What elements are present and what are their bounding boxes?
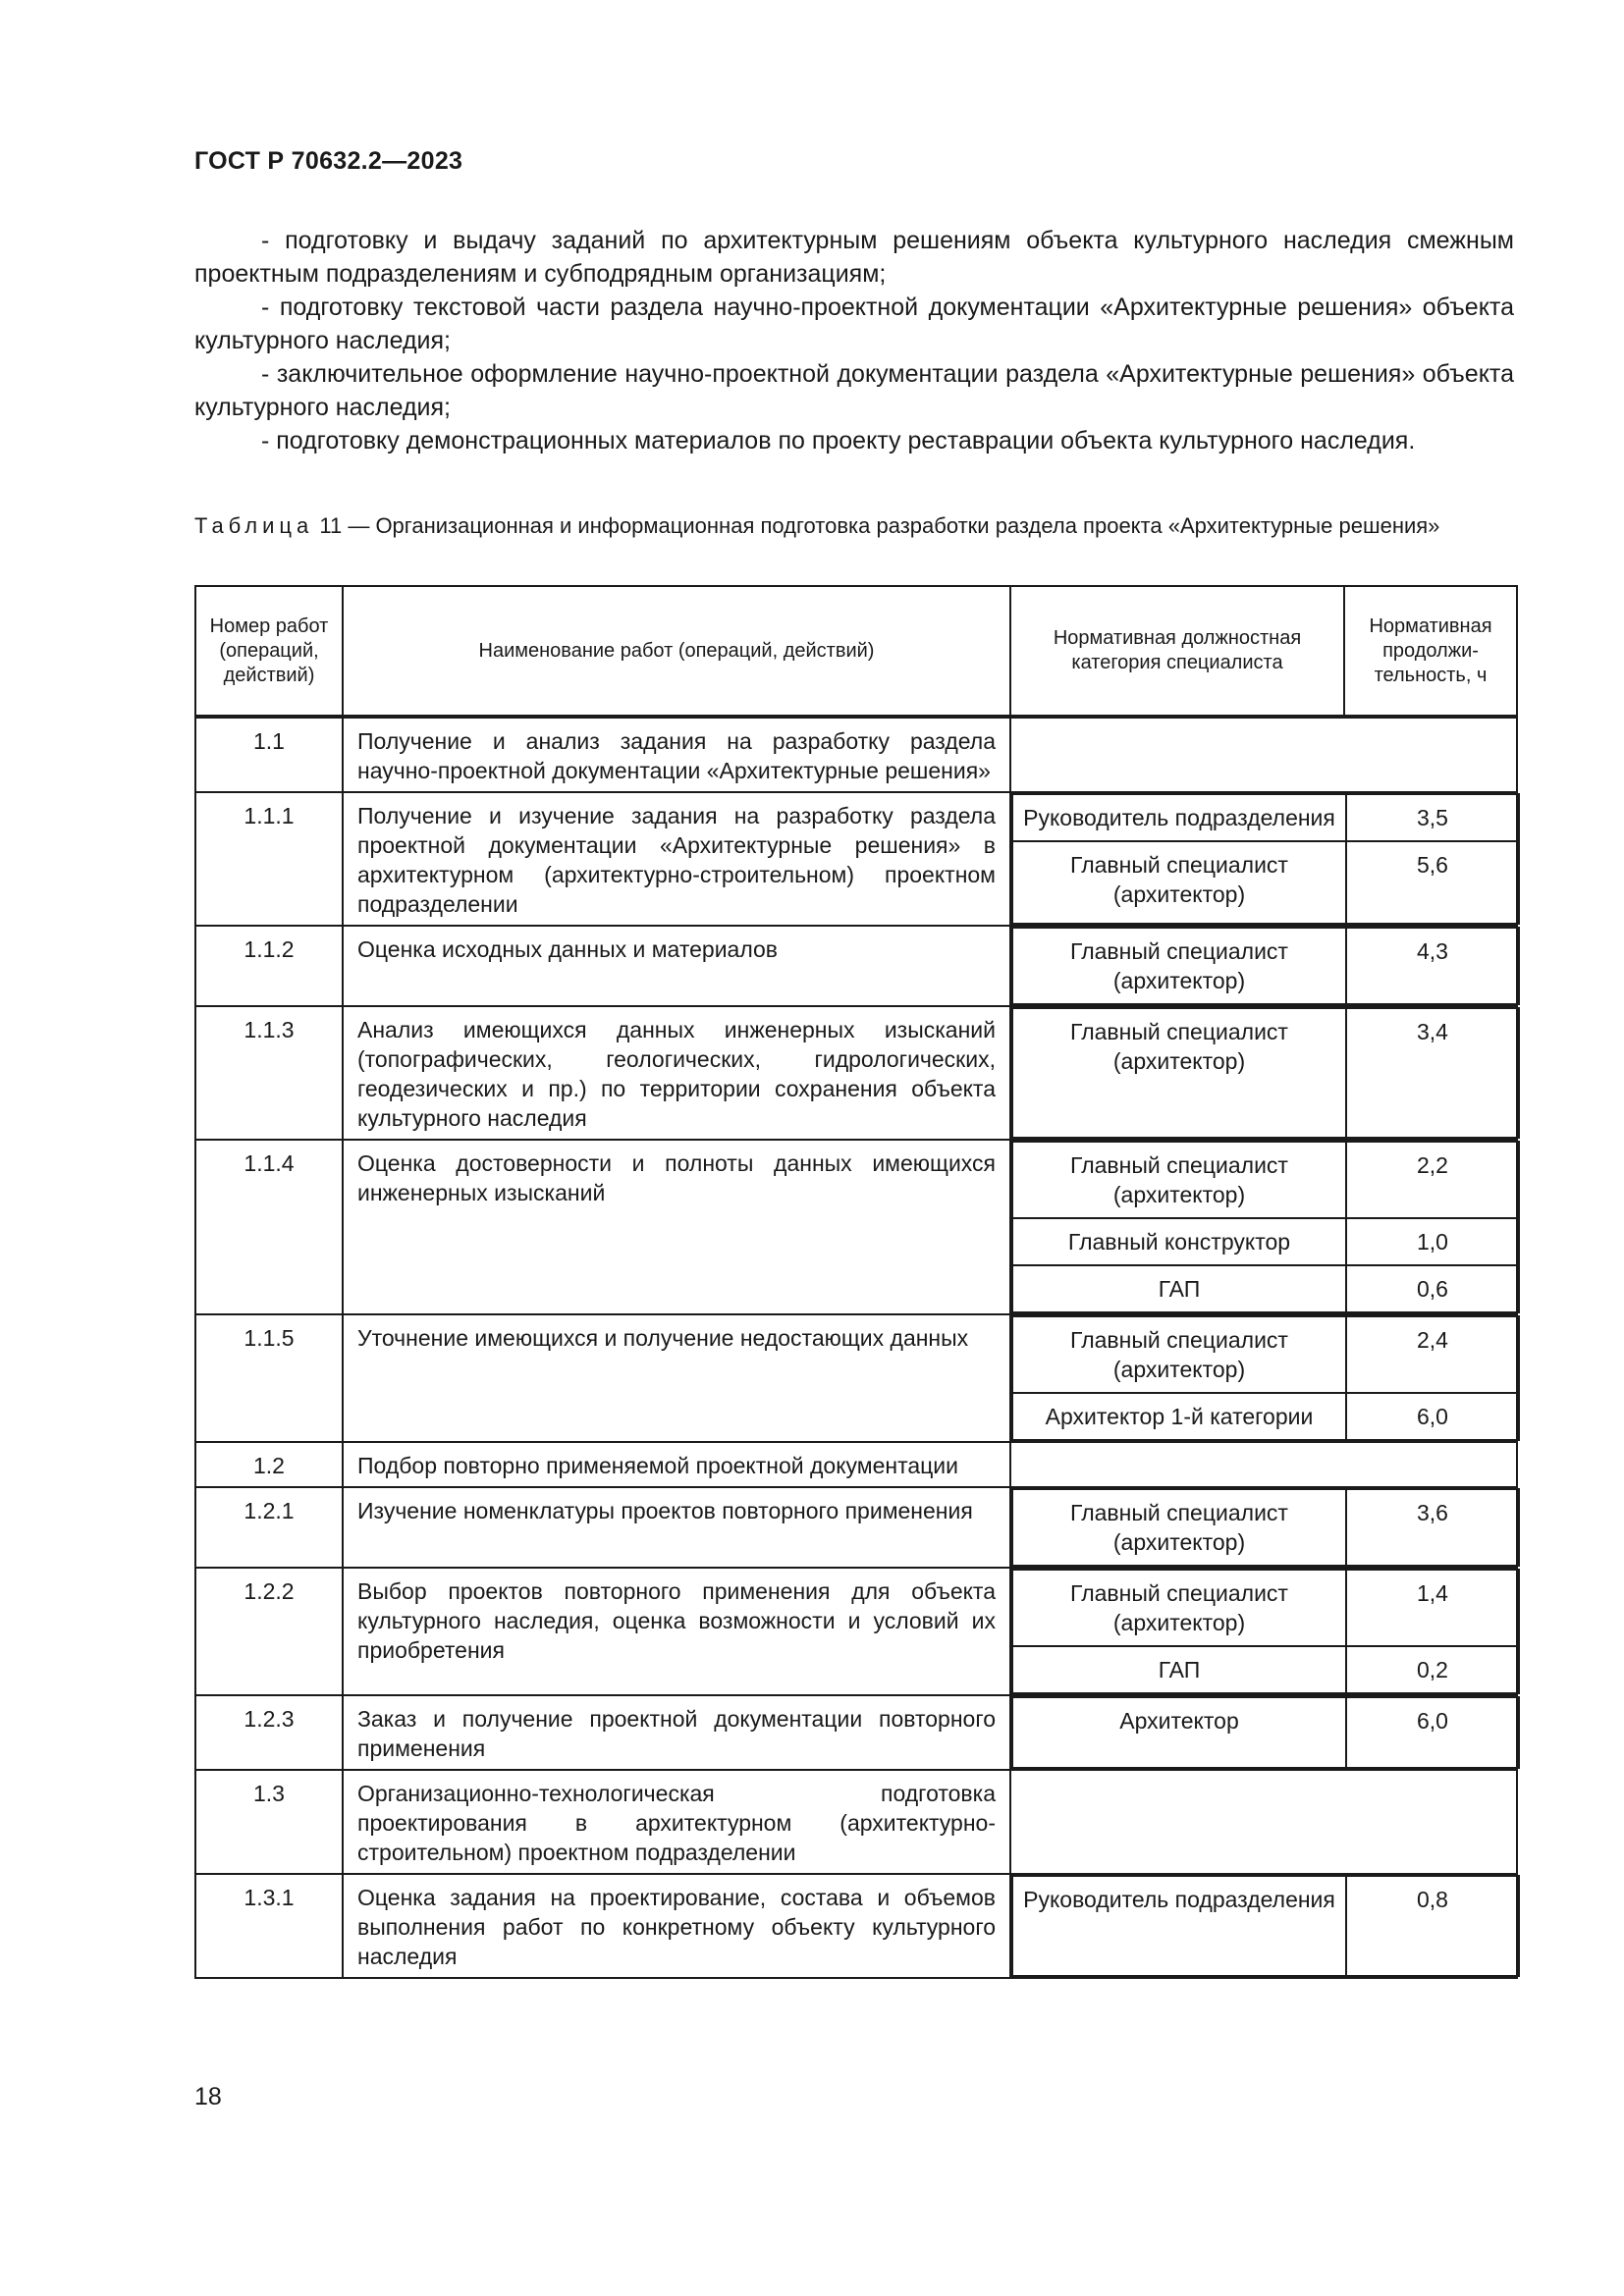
work-number: 1.3 <box>195 1770 343 1874</box>
staff-entry <box>1012 1489 1519 1566</box>
work-number: 1.1.5 <box>195 1314 343 1442</box>
staff-cell <box>1010 1568 1517 1695</box>
specialist-category: Главный конструктор <box>1012 1218 1346 1265</box>
table-row <box>195 1006 1517 1140</box>
table-row <box>195 1695 1517 1770</box>
specialist-category: Главный специалист (архитектор) <box>1012 1142 1346 1218</box>
table-row <box>195 1874 1517 1978</box>
table-row <box>195 1140 1517 1314</box>
table-row <box>195 717 1517 792</box>
staff-list <box>1011 793 1520 925</box>
work-number: 1.1.2 <box>195 926 343 1006</box>
work-table <box>194 585 1518 1979</box>
duration-hours: 0,2 <box>1346 1646 1519 1693</box>
staff-entry <box>1012 794 1519 841</box>
column-header-duration: Нормативная продолжи-тельность, ч <box>1344 586 1517 717</box>
staff-entry <box>1012 1008 1519 1138</box>
specialist-category: Руководитель подразделения <box>1012 794 1346 841</box>
specialist-category: Главный специалист (архитектор) <box>1012 1489 1346 1566</box>
work-number: 1.1.4 <box>195 1140 343 1314</box>
table-header-row <box>195 586 1517 717</box>
table-row <box>195 792 1517 926</box>
staff-list <box>1011 1141 1520 1313</box>
staff-cell <box>1010 1487 1517 1568</box>
staff-cell <box>1010 717 1517 792</box>
table-caption <box>194 512 1514 540</box>
duration-hours: 1,4 <box>1346 1570 1519 1646</box>
duration-hours: 0,6 <box>1346 1265 1519 1312</box>
column-header-number: Номер работ (операций, действий) <box>195 586 343 717</box>
table-row <box>195 1568 1517 1695</box>
work-name: Анализ имеющихся данных инженерных изысканий (топографических, геологических, гидрологических, геодезических и пр.) по территории сохранения объекта культурного наследия <box>343 1006 1010 1140</box>
specialist-category: Главный специалист (архитектор) <box>1012 1316 1346 1393</box>
work-number: 1.2 <box>195 1442 343 1487</box>
staff-cell <box>1010 1874 1517 1978</box>
work-name: Выбор проектов повторного применения для объекта культурного наследия, оценка возможности и условий их приобретения <box>343 1568 1010 1695</box>
staff-entry <box>1012 1142 1519 1218</box>
work-name: Изучение номенклатуры проектов повторного применения <box>343 1487 1010 1568</box>
table-row <box>195 926 1517 1006</box>
duration-hours: 3,5 <box>1346 794 1519 841</box>
column-header-name: Наименование работ (операций, действий) <box>343 586 1010 717</box>
specialist-category: Архитектор <box>1012 1697 1346 1768</box>
work-name: Заказ и получение проектной документации повторного применения <box>343 1695 1010 1770</box>
intro-item: - заключительное оформление научно-проектной документации раздела «Архитектурные решения» объекта культурного наследия; <box>194 360 1514 421</box>
staff-entry <box>1012 1265 1519 1312</box>
table-row <box>195 1442 1517 1487</box>
intro-item: - подготовку текстовой части раздела научно-проектной документации «Архитектурные решения» объекта культурного наследия; <box>194 294 1514 354</box>
document-code: ГОСТ Р 70632.2—2023 <box>194 147 463 175</box>
duration-hours: 1,0 <box>1346 1218 1519 1265</box>
staff-entry <box>1012 1646 1519 1693</box>
intro-item: - подготовку и выдачу заданий по архитектурным решениям объекта культурного наследия смежным проектным подразделениям и субподрядным организациям; <box>194 227 1514 288</box>
duration-hours: 2,2 <box>1346 1142 1519 1218</box>
work-number: 1.2.1 <box>195 1487 343 1568</box>
staff-cell <box>1010 1442 1517 1487</box>
intro-item: - подготовку демонстрационных материалов по проекту реставрации объекта культурного наследия. <box>261 427 1416 454</box>
staff-cell <box>1010 1006 1517 1140</box>
intro-list <box>194 224 1514 457</box>
staff-list <box>1011 1488 1520 1567</box>
staff-cell <box>1010 1314 1517 1442</box>
duration-hours: 5,6 <box>1346 841 1519 924</box>
work-name: Организационно-технологическая подготовка проектирования в архитектурном (архитектурно-строительном) проектном подразделении <box>343 1770 1010 1874</box>
duration-hours: 0,8 <box>1346 1876 1519 1976</box>
staff-entry <box>1012 928 1519 1004</box>
work-number: 1.1.3 <box>195 1006 343 1140</box>
specialist-category: Главный специалист (архитектор) <box>1012 1008 1346 1138</box>
staff-cell <box>1010 1695 1517 1770</box>
staff-list <box>1011 1315 1520 1441</box>
duration-hours: 3,6 <box>1346 1489 1519 1566</box>
work-number: 1.1 <box>195 717 343 792</box>
work-number: 1.1.1 <box>195 792 343 926</box>
work-name: Получение и изучение задания на разработку раздела проектной документации «Архитектурные решения» в архитектурном (архитектурно-строительном) проектном подразделении <box>343 792 1010 926</box>
work-number: 1.2.2 <box>195 1568 343 1695</box>
specialist-category: Руководитель подразделения <box>1012 1876 1346 1976</box>
duration-hours: 6,0 <box>1346 1393 1519 1440</box>
staff-list <box>1011 1875 1520 1977</box>
table-caption-text: 11 — Организационная и информационная подготовка разработки раздела проекта «Архитектурные решения» <box>313 513 1440 538</box>
work-name: Уточнение имеющихся и получение недостающих данных <box>343 1314 1010 1442</box>
staff-entry <box>1012 1218 1519 1265</box>
table-body <box>195 717 1517 1978</box>
staff-entry <box>1012 1697 1519 1768</box>
staff-list <box>1011 1569 1520 1694</box>
specialist-category: ГАП <box>1012 1646 1346 1693</box>
specialist-category: Главный специалист (архитектор) <box>1012 1570 1346 1646</box>
staff-list <box>1011 1007 1520 1139</box>
work-name: Оценка исходных данных и материалов <box>343 926 1010 1006</box>
work-number: 1.3.1 <box>195 1874 343 1978</box>
staff-cell <box>1010 1770 1517 1874</box>
specialist-category: Главный специалист (архитектор) <box>1012 841 1346 924</box>
duration-hours: 4,3 <box>1346 928 1519 1004</box>
specialist-category: Архитектор 1-й категории <box>1012 1393 1346 1440</box>
specialist-category: Главный специалист (архитектор) <box>1012 928 1346 1004</box>
staff-entry <box>1012 1876 1519 1976</box>
staff-cell <box>1010 1140 1517 1314</box>
work-number: 1.2.3 <box>195 1695 343 1770</box>
staff-list <box>1011 927 1520 1005</box>
table-row <box>195 1487 1517 1568</box>
table-row <box>195 1314 1517 1442</box>
staff-cell <box>1010 926 1517 1006</box>
duration-hours: 6,0 <box>1346 1697 1519 1768</box>
page-number: 18 <box>194 2083 222 2110</box>
staff-list <box>1011 1696 1520 1769</box>
staff-entry <box>1012 1316 1519 1393</box>
staff-entry <box>1012 1570 1519 1646</box>
specialist-category: ГАП <box>1012 1265 1346 1312</box>
staff-cell <box>1010 792 1517 926</box>
column-header-category: Нормативная должностная категория специалиста <box>1010 586 1344 717</box>
staff-entry <box>1012 1393 1519 1440</box>
work-name: Получение и анализ задания на разработку раздела научно-проектной документации «Архитектурные решения» <box>343 717 1010 792</box>
table-caption-word: Таблица <box>194 513 314 538</box>
staff-entry <box>1012 841 1519 924</box>
duration-hours: 2,4 <box>1346 1316 1519 1393</box>
duration-hours: 3,4 <box>1346 1008 1519 1138</box>
work-name: Подбор повторно применяемой проектной документации <box>343 1442 1010 1487</box>
work-name: Оценка задания на проектирование, состава и объемов выполнения работ по конкретному объекту культурного наследия <box>343 1874 1010 1978</box>
table-row <box>195 1770 1517 1874</box>
work-name: Оценка достоверности и полноты данных имеющихся инженерных изысканий <box>343 1140 1010 1314</box>
